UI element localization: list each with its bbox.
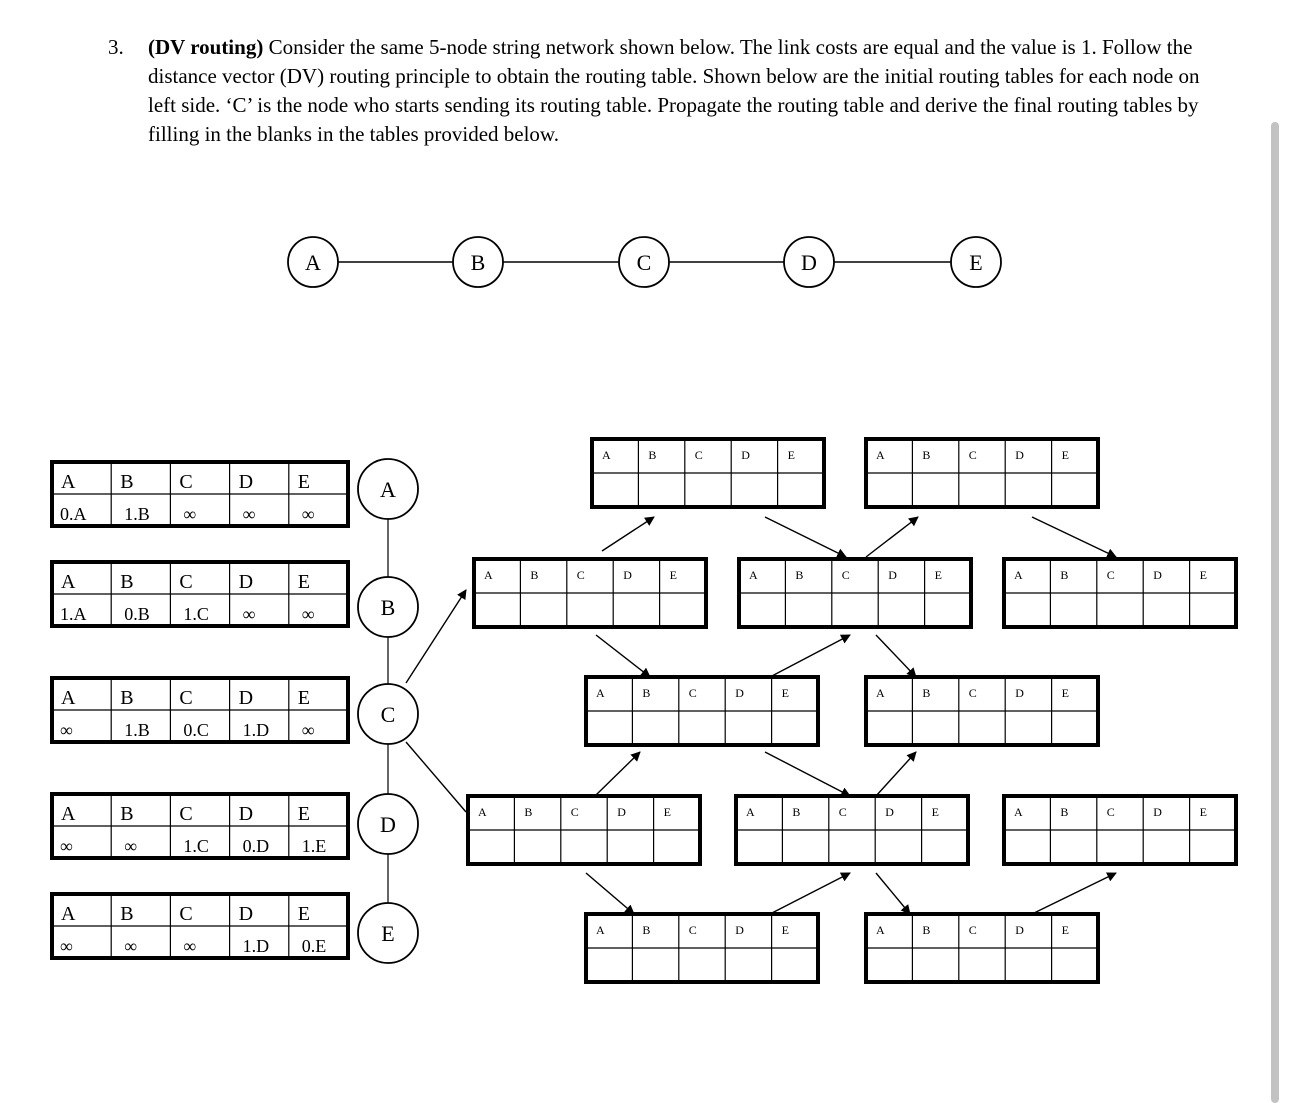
table-header-cell: E (297, 803, 311, 825)
table-header-cell: D (1015, 923, 1024, 937)
table-header-cell: C (968, 923, 977, 937)
table-header-cell: E (781, 923, 789, 937)
table-value-cell: ∞ (301, 604, 315, 624)
propagation-arrow (876, 752, 916, 796)
table-header-cell: C (688, 923, 697, 937)
blank-routing-table[interactable] (736, 796, 968, 864)
table-header-cell: A (596, 923, 605, 937)
table-header-cell: D (735, 923, 744, 937)
table-value-cell: 1.C (183, 604, 209, 624)
table-header-cell: C (841, 568, 850, 582)
propagation-arrow (596, 635, 650, 677)
table-header-cell: D (238, 687, 254, 709)
blank-routing-table[interactable] (866, 677, 1098, 745)
table-header-cell: E (931, 805, 939, 819)
propagation-arrow (596, 752, 640, 795)
table-header-cell: B (922, 448, 931, 462)
table-header-cell: B (1060, 805, 1069, 819)
table-header-cell: B (120, 571, 134, 593)
table-header-cell: C (688, 686, 697, 700)
table-value-cell: 0.D (242, 836, 270, 856)
table-header-cell: D (1015, 686, 1024, 700)
table-header-cell: C (968, 448, 977, 462)
table-value-cell: ∞ (183, 504, 197, 524)
initial-table-a (52, 462, 348, 526)
table-header-cell: C (179, 571, 193, 593)
table-header-cell: C (179, 471, 193, 493)
table-value-cell: ∞ (242, 604, 256, 624)
table-header-cell: D (888, 568, 897, 582)
blank-routing-table[interactable] (866, 439, 1098, 507)
table-header-cell: C (576, 568, 585, 582)
blank-routing-table[interactable] (586, 914, 818, 982)
table-header-cell: A (876, 923, 885, 937)
table-header-cell: C (179, 803, 193, 825)
network-node-label: A (305, 250, 321, 275)
table-value-cell: 1.D (242, 936, 270, 956)
propagation-arrow (1032, 873, 1116, 914)
table-header-cell: E (1199, 805, 1207, 819)
table-header-cell: B (120, 803, 134, 825)
table-header-cell: A (61, 687, 76, 709)
table-value-cell: ∞ (60, 836, 73, 856)
propagation-arrow (765, 752, 850, 796)
table-header-cell: D (1153, 568, 1162, 582)
table-header-cell: B (524, 805, 533, 819)
table-header-cell: C (1106, 568, 1115, 582)
table-header-cell: A (61, 571, 76, 593)
table-header-cell: B (120, 687, 134, 709)
table-header-cell: D (238, 903, 254, 925)
table-value-cell: ∞ (301, 504, 315, 524)
table-header-cell: A (478, 805, 487, 819)
chain-node-label: B (380, 595, 396, 620)
table-value-cell: ∞ (183, 936, 197, 956)
blank-routing-table[interactable] (592, 439, 824, 507)
table-header-cell: C (570, 805, 579, 819)
propagation-arrow (770, 873, 850, 914)
blank-routing-table[interactable] (586, 677, 818, 745)
table-value-cell: ∞ (60, 936, 73, 956)
table-header-cell: A (749, 568, 758, 582)
table-header-cell: A (484, 568, 493, 582)
table-header-cell: E (297, 571, 311, 593)
table-header-cell: C (838, 805, 847, 819)
table-header-cell: B (642, 923, 651, 937)
propagation-arrow (765, 517, 846, 557)
table-value-cell: ∞ (60, 720, 73, 740)
table-header-cell: D (885, 805, 894, 819)
table-header-cell: A (61, 471, 76, 493)
table-header-cell: A (876, 448, 885, 462)
table-header-cell: D (617, 805, 626, 819)
blank-routing-table[interactable] (1004, 559, 1236, 627)
table-header-cell: C (694, 448, 703, 462)
table-header-cell: B (1060, 568, 1069, 582)
initial-table-e (52, 894, 348, 958)
propagation-arrow (1032, 517, 1116, 557)
network-node-label: C (636, 250, 652, 275)
table-value-cell: 0.A (60, 504, 87, 524)
table-header-cell: B (530, 568, 539, 582)
table-header-cell: E (1061, 686, 1069, 700)
table-header-cell: A (1014, 805, 1023, 819)
table-header-cell: E (1061, 923, 1069, 937)
network-node-label: E (969, 250, 983, 275)
table-header-cell: D (238, 571, 254, 593)
blank-routing-tables (468, 439, 1236, 982)
table-header-cell: C (1106, 805, 1115, 819)
table-header-cell: B (922, 686, 931, 700)
table-header-cell: A (596, 686, 605, 700)
table-header-cell: B (792, 805, 801, 819)
table-header-cell: E (934, 568, 942, 582)
table-header-cell: D (741, 448, 750, 462)
table-header-cell: B (648, 448, 657, 462)
table-header-cell: C (179, 903, 193, 925)
table-header-cell: D (238, 803, 254, 825)
table-header-cell: A (61, 903, 76, 925)
table-value-cell: 1.D (242, 720, 270, 740)
table-header-cell: B (120, 471, 134, 493)
table-header-cell: E (663, 805, 671, 819)
table-header-cell: D (623, 568, 632, 582)
table-header-cell: D (238, 471, 254, 493)
propagation-arrow (876, 873, 910, 914)
propagation-arrow (876, 635, 916, 677)
propagation-arrow (770, 635, 850, 677)
network-node-label: B (470, 250, 486, 275)
table-value-cell: ∞ (242, 504, 256, 524)
table-header-cell: C (179, 687, 193, 709)
blank-routing-table[interactable] (468, 796, 700, 864)
table-header-cell: E (297, 903, 311, 925)
propagation-arrow (602, 517, 654, 551)
node-chain (358, 459, 418, 963)
table-header-cell: D (1015, 448, 1024, 462)
scrollbar[interactable] (1271, 122, 1279, 1103)
table-header-cell: E (781, 686, 789, 700)
table-header-cell: B (795, 568, 804, 582)
table-header-cell: A (1014, 568, 1023, 582)
chain-node-label: E (381, 921, 395, 946)
string-network (288, 237, 1001, 287)
propagation-arrow (406, 742, 466, 812)
initial-table-b (52, 562, 348, 626)
table-value-cell: ∞ (124, 836, 138, 856)
table-header-cell: E (297, 471, 311, 493)
table-header-cell: E (297, 687, 311, 709)
table-value-cell: 0.C (183, 720, 209, 740)
question-title: (DV routing) (148, 35, 264, 59)
chain-node-label: C (380, 702, 396, 727)
table-header-cell: A (746, 805, 755, 819)
blank-routing-table[interactable] (474, 559, 706, 627)
table-header-cell: B (120, 903, 134, 925)
table-header-cell: D (735, 686, 744, 700)
table-header-cell: E (669, 568, 677, 582)
initial-table-c (52, 678, 348, 742)
table-header-cell: E (1061, 448, 1069, 462)
table-header-cell: B (642, 686, 651, 700)
initial-table-d (52, 794, 348, 858)
table-value-cell: 1.B (124, 504, 150, 524)
table-value-cell: 1.B (124, 720, 150, 740)
question-number: 3. (108, 35, 124, 59)
chain-node-label: D (380, 812, 396, 837)
table-value-cell: 1.C (183, 836, 209, 856)
table-header-cell: D (1153, 805, 1162, 819)
propagation-arrow (586, 873, 634, 914)
table-header-cell: A (876, 686, 885, 700)
table-value-cell: 0.B (124, 604, 150, 624)
table-header-cell: A (61, 803, 76, 825)
table-value-cell: 1.E (301, 836, 327, 856)
table-header-cell: B (922, 923, 931, 937)
initial-routing-tables (52, 462, 348, 958)
table-value-cell: 1.A (60, 604, 87, 624)
table-value-cell: ∞ (301, 720, 315, 740)
table-header-cell: E (1199, 568, 1207, 582)
blank-routing-table[interactable] (1004, 796, 1236, 864)
table-value-cell: 0.E (301, 936, 327, 956)
table-value-cell: ∞ (124, 936, 138, 956)
blank-routing-table[interactable] (866, 914, 1098, 982)
table-header-cell: A (602, 448, 611, 462)
network-node-label: D (801, 250, 817, 275)
table-header-cell: E (787, 448, 795, 462)
blank-routing-table[interactable] (739, 559, 971, 627)
question-body: Consider the same 5-node string network shown below. The link costs are equal and the value is 1. Follow the distance vector (DV) routing principle to obtain the routing table. Shown below are the initial routing tables for each node on left side. ‘C’ is the node who starts sending its routing table. Propagate the routing table and derive the final routing tables by filling in the blanks in the tables provided below. (148, 35, 1200, 146)
chain-node-label: A (380, 477, 396, 502)
table-header-cell: C (968, 686, 977, 700)
propagation-arrow (866, 517, 918, 557)
